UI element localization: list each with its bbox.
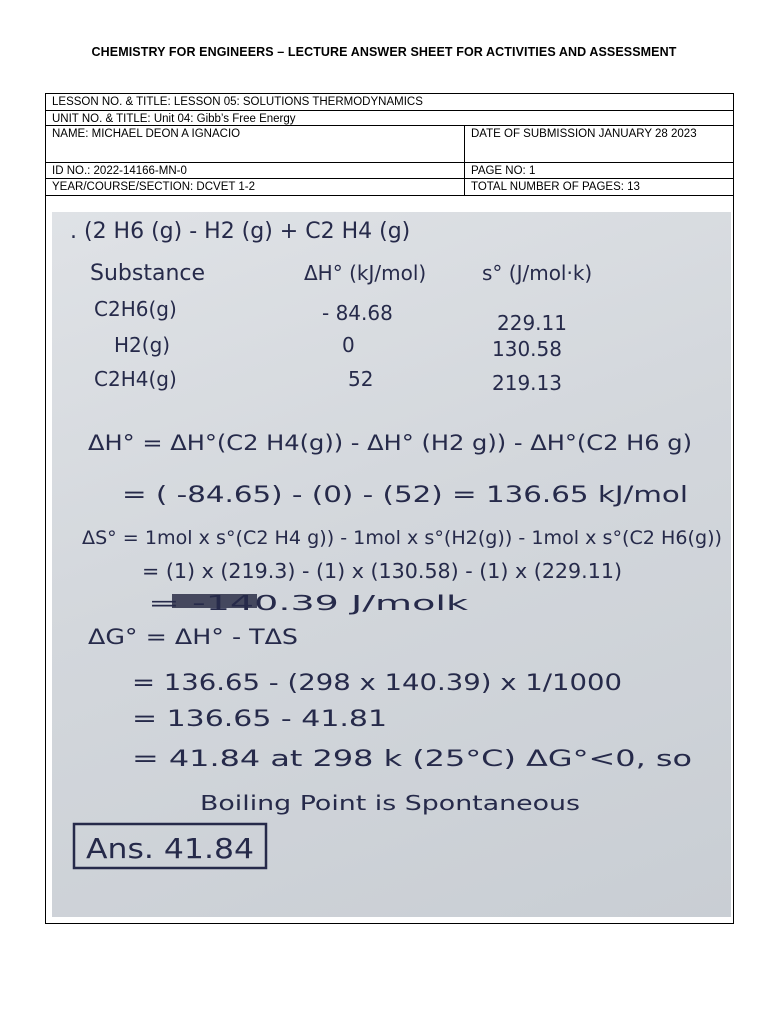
entropy-equation: ΔS° = 1mol x s°(C2 H4 g)) - 1mol x s°(H2(g)) - 1mol x s°(C2 H6(g)) [82,527,722,549]
lesson-row [46,94,733,111]
row-hydrogen-enthalpy: 0 [342,333,355,357]
row-hydrogen-entropy: 130.58 [492,337,562,361]
date-field: DATE OF SUBMISSION JANUARY 28 2023 [464,126,733,162]
conclusion-line: Boiling Point is Spontaneous [200,791,580,815]
unit-row [46,111,733,126]
enthalpy-equation: ΔH° = ΔH°(C2 H4(g)) - ΔH° (H2 g)) - ΔH°(C2 H6 g) [88,431,692,455]
table-header-enthalpy: ΔH° (kJ/mol) [304,261,427,285]
total-pages-field: TOTAL NUMBER OF PAGES: 13 [464,179,733,195]
id-row [46,163,733,179]
entropy-result: = -140.39 J/molk [148,591,469,615]
name-field: NAME: MICHAEL DEON A IGNACIO [52,128,241,140]
final-answer: Ans. 41.84 [86,832,254,865]
name-row [46,126,733,163]
row-ethane-enthalpy: - 84.68 [322,301,393,325]
page-number-field: PAGE NO: 1 [464,163,733,178]
document-title: CHEMISTRY FOR ENGINEERS – LECTURE ANSWER SHEET FOR ACTIVITIES AND ASSESSMENT [91,45,677,59]
gibbs-result: = 41.84 at 298 k (25°C) ΔG°<0, so [132,747,692,772]
row-ethane-entropy: 229.11 [497,311,567,335]
row-ethylene-entropy: 219.13 [492,371,562,395]
table-header-entropy: s° (J/mol·k) [482,261,593,285]
enthalpy-result: = ( -84.65) - (0) - (52) = 136.65 kJ/mol [122,483,688,508]
row-ethylene-substance: C2H4(g) [94,367,177,391]
id-field: ID NO.: 2022-14166-MN-0 [52,165,187,177]
reaction-line: . (2 H6 (g) - H2 (g) + C2 H4 (g) [70,219,411,244]
lesson-field: LESSON NO. & TITLE: LESSON 05: SOLUTIONS THERMODYNAMICS [52,96,423,108]
unit-field: UNIT NO. & TITLE: Unit 04: Gibb’s Free Energy [52,113,296,125]
row-hydrogen-substance: H2(g) [114,333,171,357]
course-field: YEAR/COURSE/SECTION: DCVET 1-2 [52,181,255,193]
gibbs-equation: ΔG° = ΔH° - TΔS [88,625,298,649]
course-row [46,179,733,196]
gibbs-simplified: = 136.65 - 41.81 [132,707,387,732]
gibbs-substitution: = 136.65 - (298 x 140.39) x 1/1000 [132,671,622,696]
handwriting-layer [52,212,731,917]
entropy-substitution: = (1) x (219.3) - (1) x (130.58) - (1) x (229.11) [142,559,622,583]
row-ethane-substance: C2H6(g) [94,297,177,321]
table-header-substance: Substance [90,261,206,286]
handwritten-solution-photo [52,212,731,917]
row-ethylene-enthalpy: 52 [348,367,374,391]
